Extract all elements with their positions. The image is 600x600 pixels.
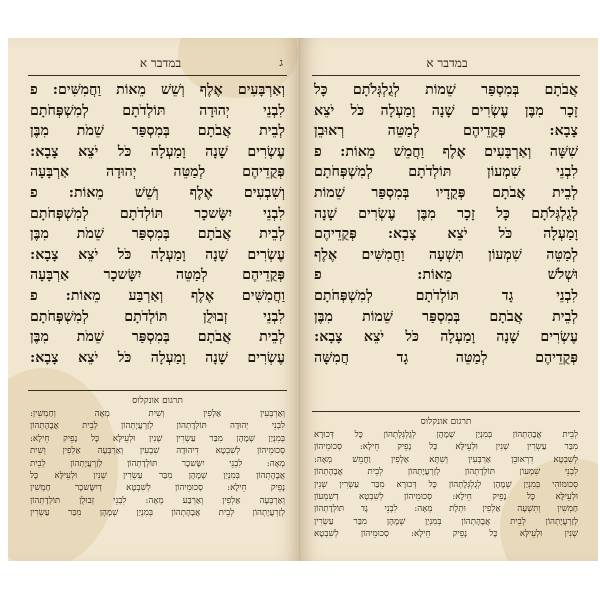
targum-heading: תרגום אונקלוס — [420, 417, 472, 427]
text-line: אֲבֹתָם בְּמִסְפַּר שֵׁמוֹת לְגֻלְגְּלֹתָם כָּל — [314, 82, 578, 98]
text-line: וְשִׁבְעִים אֶלֶף וְשֵׁשׁ מֵאוֹת: פ — [30, 184, 285, 201]
targum-line: לִבְנֵי יְהוּדָה תּוֹלְדָתְהוֹן לְזַרְעֲיָתְהוֹן לְבֵית אֲבָהָתְהוֹן — [30, 421, 285, 432]
targum-line: לְזַרְעֲיָתְהוֹן לְבֵית אֲבָהָתְהוֹן בְּמִנְיַן שְׁמָהָן מִבַּר עַשְׂרִין — [314, 516, 578, 527]
text-line: עֶשְׂרִים שָׁנָה וָמַעְלָה כֹּל יֹצֵא צָבָא: — [314, 329, 578, 346]
text-line: לִבְנֵי יְהוּדָה תּוֹלְדֹתָם לְמִשְׁפְּחֹתָם — [30, 102, 285, 119]
targum-line: וְאַרְבְּעִין אַלְפִין וְשִׁית מְאָה וְחַמְשִׁין: — [30, 409, 285, 419]
text-line: צָבָא: פְּקֻדֵיהֶם לְמַטֵּה רְאוּבֵן — [314, 123, 578, 140]
running-head: במדבר א — [426, 56, 468, 70]
text-line: וָמַעְלָה כֹּל יֹצֵא צָבָא: פְּקֻדֵיהֶם — [314, 226, 578, 243]
left-page — [8, 38, 300, 561]
targum-line: לְזַרְעֲיָתְהוֹן לְבֵית אֲבָהָתְהוֹן בְּמִנְיַן שְׁמָהָן מִבַּר עַשְׂרִין — [30, 508, 285, 519]
text-line: פְּקֻדֵיהֶם לְמַטֵּה יִשָּׂשכָר אַרְבָּעָה — [30, 267, 285, 284]
text-line: לִבְנֵי זְבוּלֻן תּוֹלְדֹתָם לְמִשְׁפְּחֹתָם — [30, 308, 285, 325]
targum-line: אֲבָהָתְהוֹן בְּמִנְיַן שְׁמָהָן מִבַּר עַשְׂרִין שְׁנִין וּלְעֵילָּא כָּל — [30, 471, 285, 482]
main-text — [314, 80, 578, 368]
targum-line: לְשִׁבְטָא דִרְאוּבֵן אַרְבְּעִין וְשִׁתָּא אַלְפִין וַחֲמֵשׁ מְאָה: — [314, 454, 578, 465]
open-book — [8, 38, 598, 561]
page-number: ג — [279, 56, 283, 69]
section-rule — [312, 411, 580, 412]
text-line: וַחֲמִשִּׁים אֶלֶף וְאַרְבַּע מֵאוֹת: פ — [30, 287, 285, 304]
text-line: פְּקֻדֵיהֶם לְמַטֵּה יְהוּדָה אַרְבָּעָה — [30, 164, 285, 181]
text-line: שִׁשָּׁה וְאַרְבָּעִים אֶלֶף וַחֲמֵשׁ מֵאוֹת: פ — [314, 143, 578, 160]
targum-line: וּלְעֵילָּא כָּל נָפֵיק חֵילָא: סְכוּמֵיהוֹן לְשִׁבְטָא דְשִׁמְעוֹן — [314, 492, 578, 503]
text-line: לִבְנֵי שִׁמְעוֹן תּוֹלְדֹתָם לְמִשְׁפְּחֹתָם — [314, 164, 578, 181]
header-rule — [28, 75, 287, 76]
targum-line: סְכוּמֵיהוֹן לְשִׁבְטָא דִיהוּדָה שִׁבְעִין וְאַרְבְּעָה אַלְפִין וְשִׁית — [30, 446, 285, 457]
targum-line: סְכוּמוֹהִי בְּמִנְיַן שְׁמָהָן לְגֻלְגְּלָתְהוֹן כָּל דְּכוּרָא מִבַּר עַשְׂרִין שְׁנִין — [314, 479, 578, 490]
targum-text — [314, 429, 578, 541]
targum-line: לִבְנֵי שִׁמְעוֹן תּוֹלְדָתְהוֹן לְזַרְעֲיָתְהוֹן לְבֵית אֲבָהָתְהוֹן — [314, 467, 578, 478]
targum-line: שְׁנִין וּלְעֵילָּא כָּל נָפֵיק חֵילָא: סְכוּמֵיהוֹן לְשִׁבְטָא — [314, 529, 578, 540]
text-line: לְמַטֵּה שִׁמְעוֹן תִּשְׁעָה וַחֲמִשִּׁים אֶלֶף — [314, 246, 578, 263]
text-line: לִבְנֵי גָד תּוֹלְדֹתָם לְמִשְׁפְּחֹתָם — [314, 287, 578, 304]
targum-line: נָפֵיק חֵילָא: סְכוּמֵיהוֹן לְשִׁבְטָא דְיִשָּׂשכָר חַמְשִׁין — [30, 483, 285, 494]
text-line: עֶשְׂרִים שָׁנָה וָמַעְלָה כֹּל יֹצֵא צָבָא: — [30, 349, 285, 366]
text-line: וְאַרְבָּעִים אֶלֶף וְשֵׁשׁ מֵאוֹת וַחֲמִשִּׁים: פ — [30, 82, 285, 98]
targum-line: חַמְשִׁין וְתִשְׁעָה אַלְפִין וּתְלָת מְאָה: לִבְנֵי גָד תּוֹלְדָתְהוֹן — [314, 504, 578, 515]
text-line: לְבֵית אֲבֹתָם בְּמִסְפַּר שֵׁמֹת מִבֶּן — [30, 226, 285, 243]
text-line: עֶשְׂרִים שָׁנָה וָמַעְלָה כֹּל יֹצֵא צָבָא: — [30, 246, 285, 263]
right-page — [300, 38, 598, 561]
text-line: זָכָר מִבֶּן עֶשְׂרִים שָׁנָה וָמַעְלָה כֹּל יֹצֵא — [314, 102, 578, 119]
text-line: לְבֵית אֲבֹתָם בְּמִסְפַּר שֵׁמֹת מִבֶּן — [30, 123, 285, 140]
section-rule — [28, 390, 287, 391]
text-line: וּשְׁלֹשׁ מֵאוֹת: פ — [314, 267, 578, 284]
text-line: עֶשְׂרִים שָׁנָה וָמַעְלָה כֹּל יֹצֵא צָבָא: — [30, 143, 285, 160]
targum-heading: תרגום אונקלוס — [132, 396, 183, 406]
targum-line: מִבַּר עַשְׂרִין שְׁנִין וּלְעֵילָּא כָּל נָפֵיק חֵילָא: סְכוּמֵיהוֹן — [314, 442, 578, 453]
targum-line: מְאָה: לִבְנֵי יִשָּׂשכָר תּוֹלְדָתְהוֹן לְזַרְעֲיָתְהוֹן לְבֵית — [30, 458, 285, 469]
text-line: לְבֵית אֲבֹתָם בְּמִסְפַּר שֵׁמֹת מִבֶּן — [30, 329, 285, 346]
text-line: לְבֵית אֲבֹתָם פְּקֻדָיו בְּמִסְפַּר שֵׁמוֹת — [314, 184, 578, 201]
text-line: פְּקֻדֵיהֶם לְמַטֵּה גָד חֲמִשָּׁה — [314, 349, 578, 366]
main-text — [30, 80, 285, 368]
targum-line: וְאַרְבְּעָה אַלְפִין וְאַרְבַּע מְאָה: לִבְנֵי זְבוּלֻן תּוֹלְדָתְהוֹן — [30, 495, 285, 506]
targum-line: בְּמִנְיַן שְׁמָהָן מִבַּר עַשְׂרִין שְׁנִין וּלְעֵילָּא כָּל נָפֵיק חֵילָא: — [30, 433, 285, 444]
targum-text — [30, 408, 285, 520]
text-line: לִבְנֵי יִשָּׂשכָר תּוֹלְדֹתָם לְמִשְׁפְּחֹתָם — [30, 205, 285, 222]
header-rule — [312, 75, 580, 76]
text-line: לְגֻלְגְּלֹתָם כָּל זָכָר מִבֶּן עֶשְׂרִים שָׁנָה — [314, 205, 578, 222]
text-line: לְבֵית אֲבֹתָם בְּמִסְפַּר שֵׁמוֹת מִבֶּן — [314, 308, 578, 325]
targum-line: לְבֵית אֲבָהָתְהוֹן בְּמִנְיַן שְׁמָהָן לְגֻלְגְּלָתְהוֹן כָּל דְּכוּרָא — [314, 430, 578, 440]
running-head: במדבר א — [139, 56, 182, 70]
